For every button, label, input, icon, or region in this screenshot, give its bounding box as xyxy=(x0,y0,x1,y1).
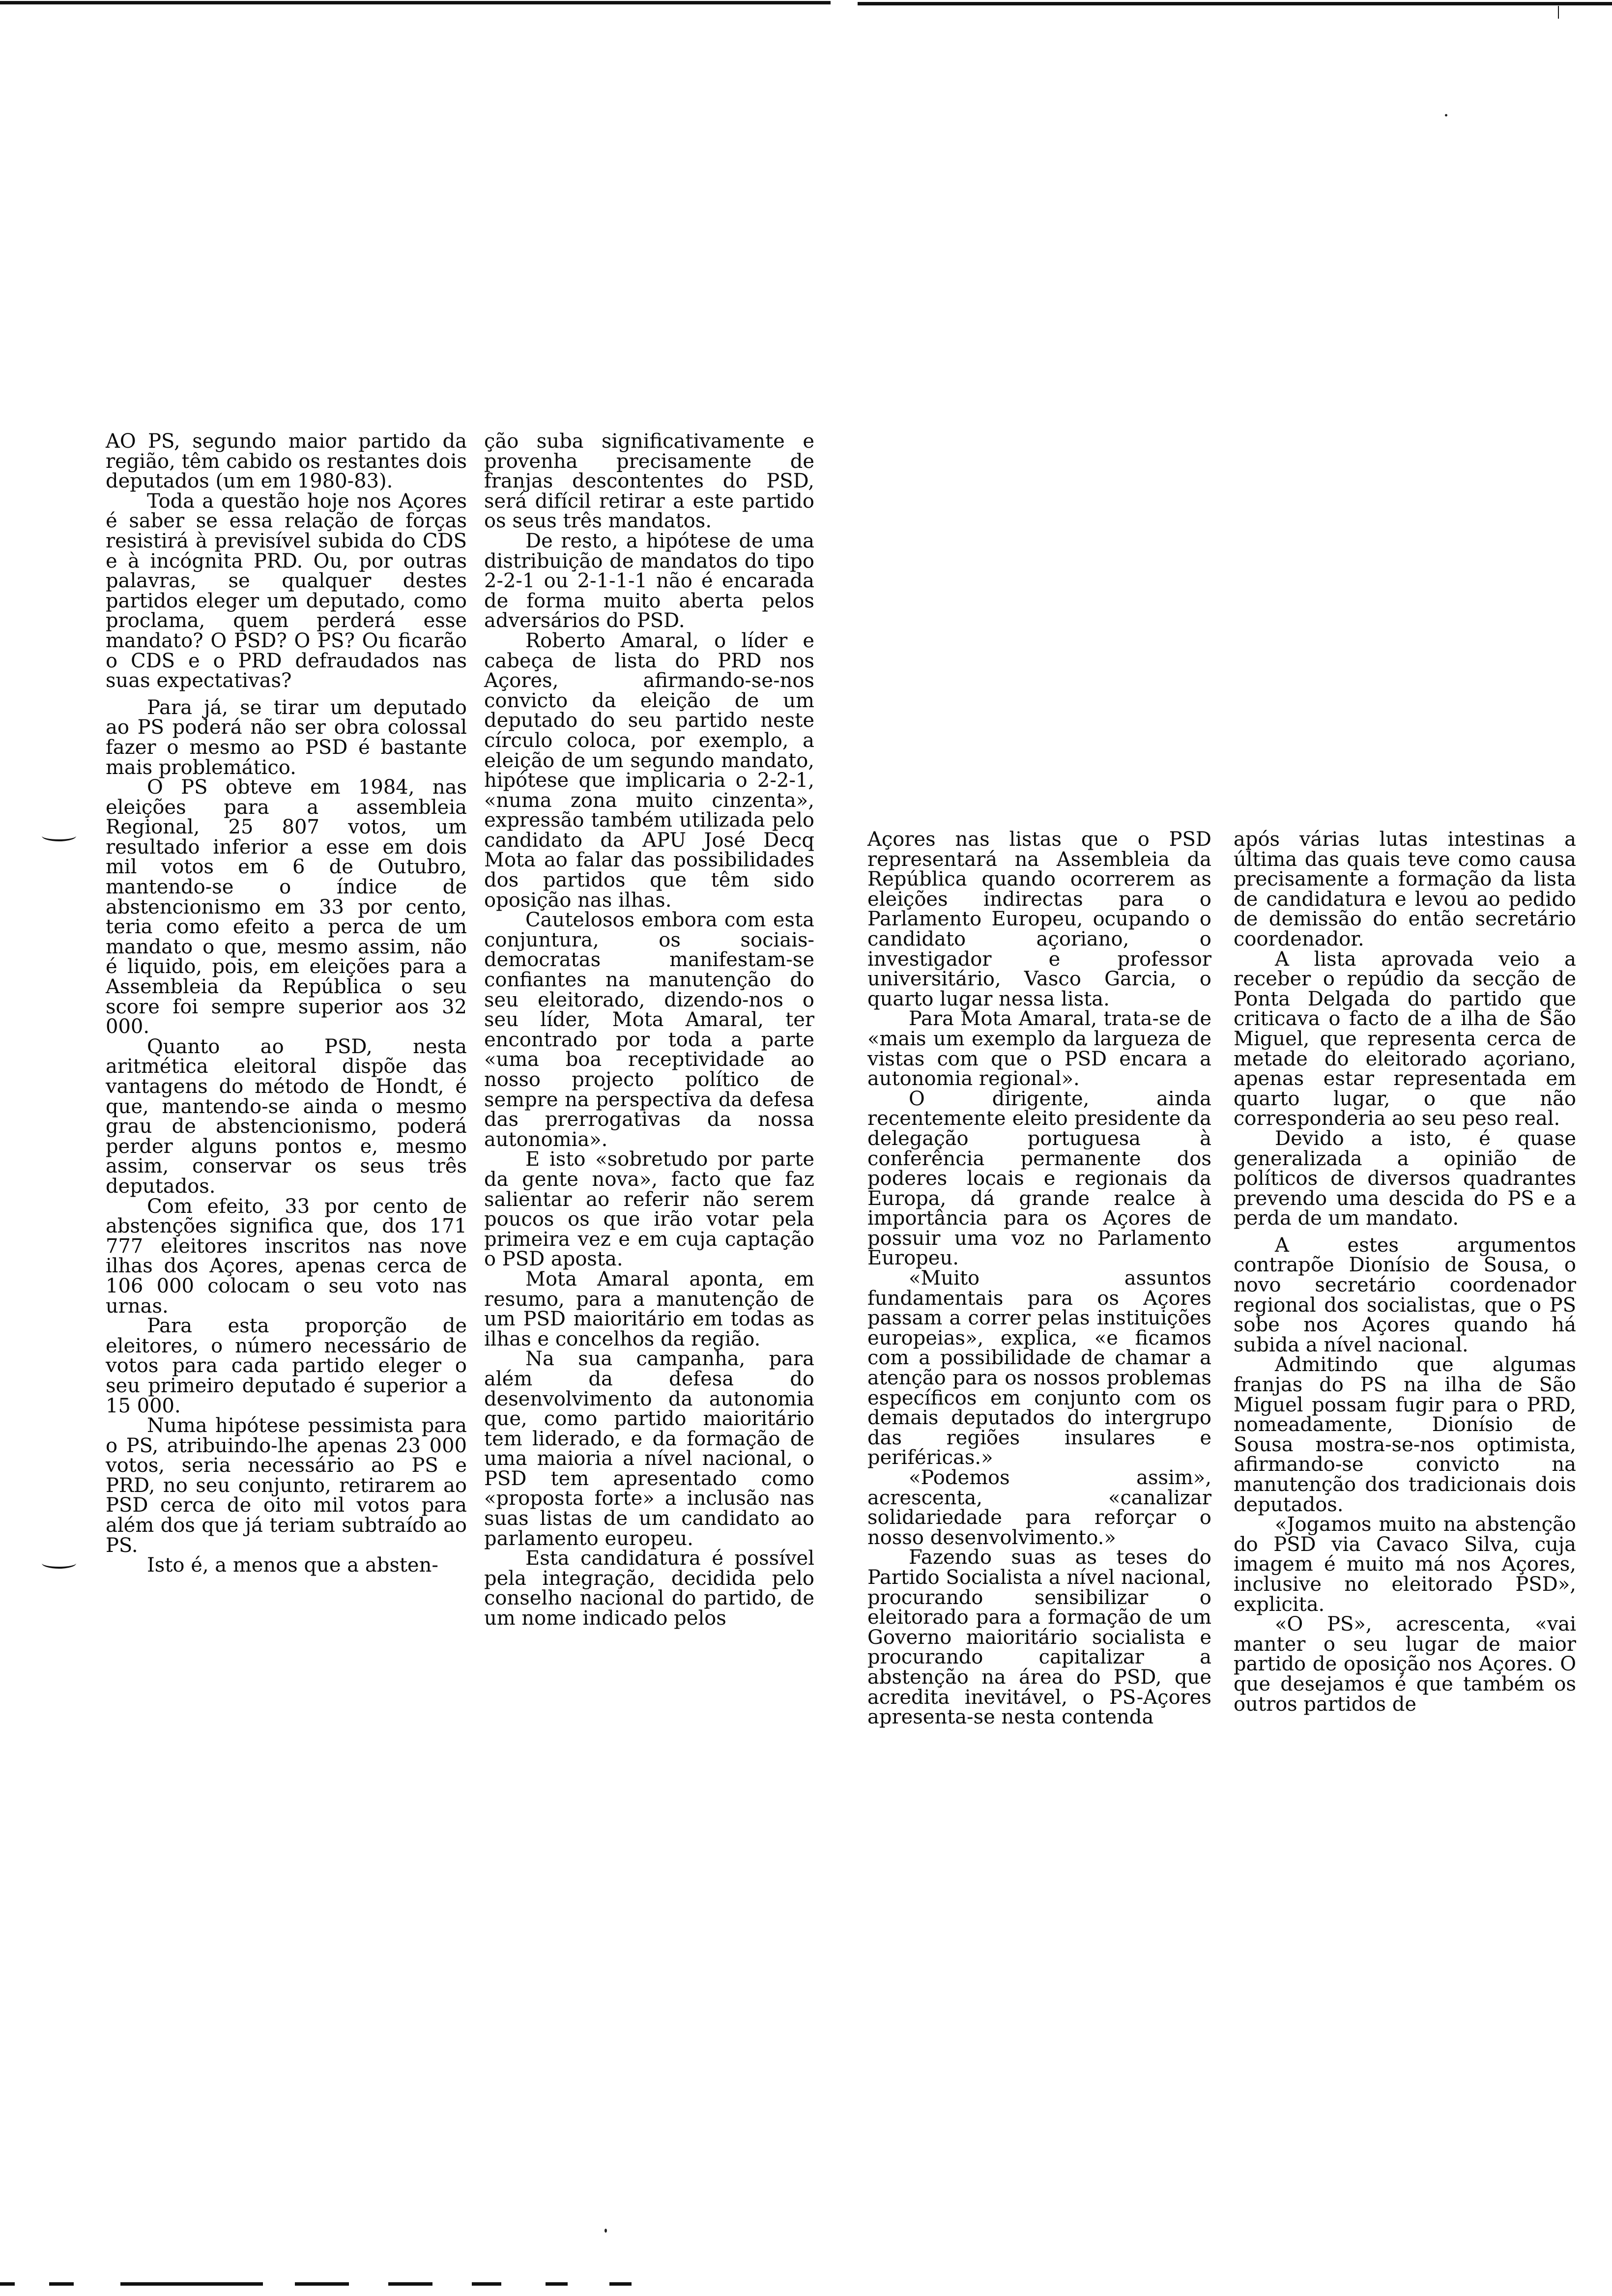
paragraph: AO PS, segundo maior partido da região, têm cabido os restantes dois deputados (um em 1980-83). xyxy=(106,430,467,493)
bottom-scan-mark xyxy=(49,2282,74,2286)
margin-mark xyxy=(42,831,76,841)
paragraph: Isto é, a menos que a absten- xyxy=(147,1554,438,1577)
article-column-3 xyxy=(867,830,1211,1727)
paragraph: Na sua campanha, para além da defesa do desenvolvimento da autonomia que, como partido maioritário tem liderado, e da formação de uma maioria a nível nacional, o PSD tem apresentado como «proposta forte» a inclusão nas suas listas de um candidato ao parlamento europeu. xyxy=(484,1348,814,1550)
paragraph: Açores nas listas que o PSD representará na Assembleia da República quando ocorrerem as eleições indirectas para o Parlamento Europeu, ocupando o candidato açoriano, o investigador e professor universitário, Vasco Garcia, o quarto lugar nessa lista. xyxy=(867,828,1211,1010)
bottom-scan-mark xyxy=(609,2282,632,2286)
scan-speck xyxy=(604,2229,607,2233)
paragraph: Devido a isto, é quase generalizada a opinião de políticos de diversos quadrantes prevendo uma descida do PS e a perda de um mandato. xyxy=(1234,1127,1576,1230)
paragraph: E isto «sobretudo por parte da gente nova», facto que faz salientar ao referir não serem poucos os que irão votar pela primeira vez e em cuja captação o PSD aposta. xyxy=(484,1148,814,1271)
top-border-rule xyxy=(858,2,1612,5)
bottom-scan-mark xyxy=(120,2282,263,2286)
paragraph: «O PS», acrescenta, «vai manter o seu lugar de maior partido de oposição nos Açores. O que desejamos é que também os outros partidos de xyxy=(1234,1613,1576,1716)
paragraph: Com efeito, 33 por cento de abstenções significa que, dos 171 777 eleitores inscritos nas nove ilhas dos Açores, apenas cerca de 106 000 colocam o seu voto nas urnas. xyxy=(106,1195,467,1318)
scan-mark xyxy=(1558,6,1559,19)
top-border-rule xyxy=(0,1,831,4)
bottom-scan-mark xyxy=(0,2282,15,2286)
paragraph: Cautelosos embora com esta conjuntura, os sociais-democratas manifestam-se confiantes na manutenção do seu eleitorado, dizendo-nos o seu líder, Mota Amaral, ter encontrado por toda a parte «uma boa receptividade ao nosso projecto político de sempre na perspectiva da defesa das prerrogativas da nossa autonomia». xyxy=(484,909,814,1151)
paragraph: A lista aprovada veio a receber o repúdio da secção de Ponta Delgada do partido que criticava o facto de a ilha de São Miguel, que representa cerca de metade do eleitorado açoriano, apenas estar representada em quarto lugar, o que não corresponderia ao seu peso real. xyxy=(1234,947,1576,1130)
article-column-4 xyxy=(1234,830,1576,1714)
paragraph: «Muito assuntos fundamentais para os Açores passam a correr pelas instituições europeias», explica, «e ficamos com a possibilidade de chamar a atenção para os nossos problemas específicos em conjunto com os demais deputados do intergrupo das regiões insulares e periféricas.» xyxy=(867,1267,1211,1469)
paragraph: Admitindo que algumas franjas do PS na ilha de São Miguel possam fugir para o PRD, nomeadamente, Dionísio de Sousa mostra-se-nos optimista, afirmando-se convicto na manutenção dos tradicionais dois deputados. xyxy=(1234,1353,1576,1516)
bottom-scan-mark xyxy=(388,2282,432,2286)
paragraph: ção suba significativamente e provenha precisamente de franjas descontentes do PSD, será difícil retirar a este partido os seus três mandatos. xyxy=(484,430,814,533)
bottom-scan-mark xyxy=(546,2282,568,2286)
paragraph: Para esta proporção de eleitores, o número necessário de votos para cada partido eleger o seu primeiro deputado é superior a 15 000. xyxy=(106,1315,467,1417)
paragraph: Mota Amaral aponta, em resumo, para a manutenção de um PSD maioritário em todas as ilhas e concelhos da região. xyxy=(484,1267,814,1350)
paragraph: O dirigente, ainda recentemente eleito presidente da delegação portuguesa à conferência permanente dos poderes locais e regionais da Europa, dá grande realce à importância para os Açores de possuir uma voz no Parlamento Europeu. xyxy=(867,1087,1211,1270)
paragraph: Fazendo suas as teses do Partido Socialista a nível nacional, procurando sensibilizar o eleitorado para a formação de um Governo maioritário socialista e procurando capitalizar a abstenção na área do PSD, que acredita inevitável, o PS-Açores apresenta-se nesta contenda xyxy=(867,1546,1211,1729)
scan-speck xyxy=(1445,114,1447,116)
paragraph: Para Mota Amaral, trata-se de «mais um exemplo da largueza de vistas com que o PSD encara a autonomia regional». xyxy=(867,1007,1211,1091)
margin-mark xyxy=(42,1558,76,1569)
paragraph: Esta candidatura é possível pela integração, decidida pelo conselho nacional do partido, de um nome indicado pelos xyxy=(484,1547,814,1630)
paragraph: Numa hipótese pessimista para o PS, atribuindo-lhe apenas 23 000 votos, seria necessário ao PS e PRD, no seu conjunto, retirarem ao PSD cerca de oito mil votos para além dos que já teriam subtraído ao PS. xyxy=(106,1414,467,1557)
paragraph: Toda a questão hoje nos Açores é saber se essa relação de forças resistirá à previsível subida do CDS e à incógnita PRD. Ou, por outras palavras, se qualquer destes partidos eleger um deputado, como proclama, quem perderá esse mandato? O PSD? O PS? Ou ficarão o CDS e o PRD defraudados nas suas expectativas? xyxy=(106,489,467,692)
paragraph: O PS obteve em 1984, nas eleições para a assembleia Regional, 25 807 votos, um resultado inferior a esse em dois mil votos em 6 de Outubro, mantendo-se o índice de abstencionismo em 33 por cento, teria como efeito a perca de um mandato o que, mesmo assim, não é liquido, pois, em eleições para a Assembleia da República o seu score foi sempre superior aos 32 000. xyxy=(106,776,467,1038)
paragraph: «Jogamos muito na abstenção do PSD via Cavaco Silva, cuja imagem é muito má nos Açores, inclusive no eleitorado PSD», explicita. xyxy=(1234,1513,1576,1616)
paragraph: Para já, se tirar um deputado ao PS poderá não ser obra colossal fazer o mesmo ao PSD é bastante mais problemático. xyxy=(106,696,467,779)
paragraph: A estes argumentos contrapõe Dionísio de Sousa, o novo secretário coordenador regional dos socialistas, que o PS sobe nos Açores quando há subida a nível nacional. xyxy=(1234,1234,1576,1356)
paragraph: Roberto Amaral, o líder e cabeça de lista do PRD nos Açores, afirmando-se-nos convicto da eleição de um deputado do seu partido neste círculo coloca, por exemplo, a eleição de um segundo mandato, hipótese que implicaria o 2-2-1, «numa zona muito cinzenta», expressão também utilizada pelo candidato da APU José Decq Mota ao falar das possibilidades dos partidos que têm sido oposição nas ilhas. xyxy=(484,629,814,912)
paragraph: «Podemos assim», acrescenta, «canalizar solidariedade para reforçar o nosso desenvolvimento.» xyxy=(867,1466,1211,1549)
paragraph: após várias lutas intestinas a última das quais teve como causa precisamente a formação da lista de candidatura e levou ao pedido de demissão do então secretário coordenador. xyxy=(1234,828,1576,950)
paragraph: Quanto ao PSD, nesta aritmética eleitoral dispõe das vantagens do método de Hondt, é que, mantendo-se ainda o mesmo grau de abstencionismo, poderá perder alguns pontos e, mesmo assim, conservar os seus três deputados. xyxy=(106,1035,467,1198)
bottom-scan-mark xyxy=(472,2282,501,2286)
bottom-scan-mark xyxy=(295,2282,349,2286)
paragraph: De resto, a hipótese de uma distribuição de mandatos do tipo 2-2-1 ou 2-1-1-1 não é encarada de forma muito aberta pelos adversários do PSD. xyxy=(484,529,814,632)
article-column-2 xyxy=(484,431,814,1629)
article-column-1 xyxy=(106,431,467,1576)
